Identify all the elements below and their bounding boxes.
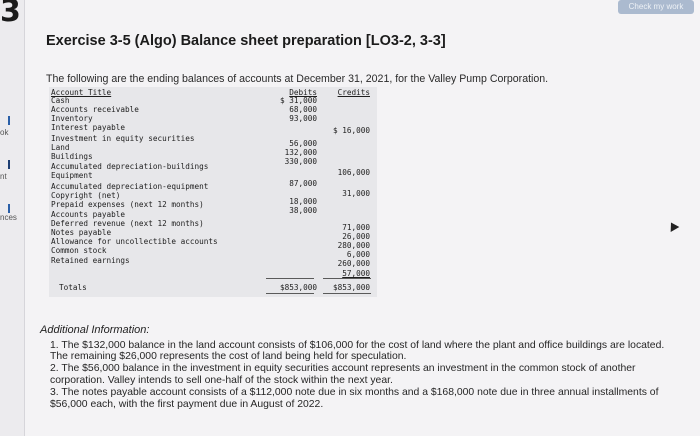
account-title: Accounts payable — [51, 210, 126, 219]
totals-rule — [323, 278, 371, 279]
total-credits: $853,000 — [332, 283, 370, 292]
nav-marker — [8, 116, 10, 125]
table-header-row — [49, 89, 377, 97]
totals-rule — [266, 278, 314, 279]
debit-amount: 330,000 — [284, 157, 317, 166]
nav-marker — [8, 160, 10, 169]
check-my-work-button[interactable]: Check my work — [618, 0, 694, 14]
account-title: Cash — [51, 96, 70, 105]
debit-amount: $ 31,000 — [279, 96, 317, 105]
header-credits: Credits — [337, 88, 370, 97]
exercise-title: Exercise 3-5 (Algo) Balance sheet preparation [LO3-2, 3-3] — [46, 33, 446, 49]
nav-item-2[interactable]: nt — [0, 172, 7, 181]
header-account-title: Account Title — [51, 88, 112, 97]
account-title: Interest payable — [51, 123, 126, 132]
account-title: Land — [51, 143, 70, 152]
debit-amount: 93,000 — [289, 114, 317, 123]
account-title: Investment in equity securities — [51, 134, 195, 143]
debit-amount: 132,000 — [284, 148, 317, 157]
note-line: corporation. Valley intends to sell one-half of the stock within the next year. — [50, 375, 393, 386]
account-title: Inventory — [51, 114, 93, 123]
total-debits: $853,000 — [279, 283, 317, 292]
totals-double-rule — [323, 293, 371, 294]
credit-amount: $ 16,000 — [332, 126, 370, 135]
mouse-cursor-icon — [667, 220, 680, 232]
header-debits: Debits — [289, 88, 317, 97]
table-row — [49, 172, 377, 180]
question-number: 3 — [0, 0, 21, 29]
credit-amount: 6,000 — [346, 250, 370, 259]
account-title: Copyright (net) — [51, 191, 121, 200]
credit-amount: 106,000 — [337, 168, 370, 177]
debit-amount: 38,000 — [289, 206, 317, 215]
credit-amount: 71,000 — [342, 223, 370, 232]
debit-amount: 18,000 — [289, 197, 317, 206]
note-line: The remaining $26,000 represents the cost of land being held for speculation. — [50, 351, 407, 362]
account-title: Buildings — [51, 152, 93, 161]
account-title: Accumulated depreciation-buildings — [51, 162, 209, 171]
account-title: Deferred revenue (next 12 months) — [51, 219, 204, 228]
nav-marker — [8, 204, 10, 213]
note-line: 1. The $132,000 balance in the land account consists of $106,000 for the cost of land where the plant and office buildings are located. — [50, 340, 665, 351]
account-title: Prepaid expenses (next 12 months) — [51, 200, 204, 209]
totals-double-rule — [266, 293, 314, 294]
table-row — [49, 115, 377, 123]
table-row — [49, 211, 377, 219]
table-row-amount — [49, 260, 377, 268]
credit-amount: 26,000 — [342, 232, 370, 241]
debit-amount: 87,000 — [289, 179, 317, 188]
totals-label: Totals — [59, 283, 87, 292]
note-line: $56,000 each, with the first payment due in August of 2022. — [50, 399, 324, 410]
account-title: Common stock — [51, 246, 107, 255]
credit-amount: 260,000 — [337, 259, 370, 268]
trial-balance-table — [49, 87, 377, 297]
note-line: 2. The $56,000 balance in the investment in equity securities account represents an investment in the common stock of another — [50, 363, 636, 374]
account-title: Accumulated depreciation-equipment — [51, 182, 209, 191]
debit-amount: 56,000 — [289, 139, 317, 148]
note-line: 3. The notes payable account consists of a $112,000 note due in six months and a $168,000 note due in three annual installments of — [50, 387, 659, 398]
left-navigation-strip — [0, 0, 25, 436]
account-title: Allowance for uncollectible accounts — [51, 237, 218, 246]
account-title: Notes payable — [51, 228, 112, 237]
credit-amount: 31,000 — [342, 189, 370, 198]
table-row-amount — [49, 270, 377, 278]
debit-amount: 68,000 — [289, 105, 317, 114]
account-title: Equipment — [51, 171, 93, 180]
intro-text: The following are the ending balances of accounts at December 31, 2021, for the Valley Pump Corporation. — [46, 73, 549, 85]
credit-amount: 280,000 — [337, 241, 370, 250]
nav-item-1[interactable]: ok — [0, 128, 9, 137]
additional-info-title: Additional Information: — [40, 324, 150, 336]
nav-item-3[interactable]: nces — [0, 213, 17, 222]
totals-row — [49, 284, 377, 292]
account-title: Accounts receivable — [51, 105, 139, 114]
account-title: Retained earnings — [51, 256, 130, 265]
table-row — [49, 97, 377, 105]
credit-amount: 57,000 — [342, 269, 370, 278]
table-row — [49, 106, 377, 114]
